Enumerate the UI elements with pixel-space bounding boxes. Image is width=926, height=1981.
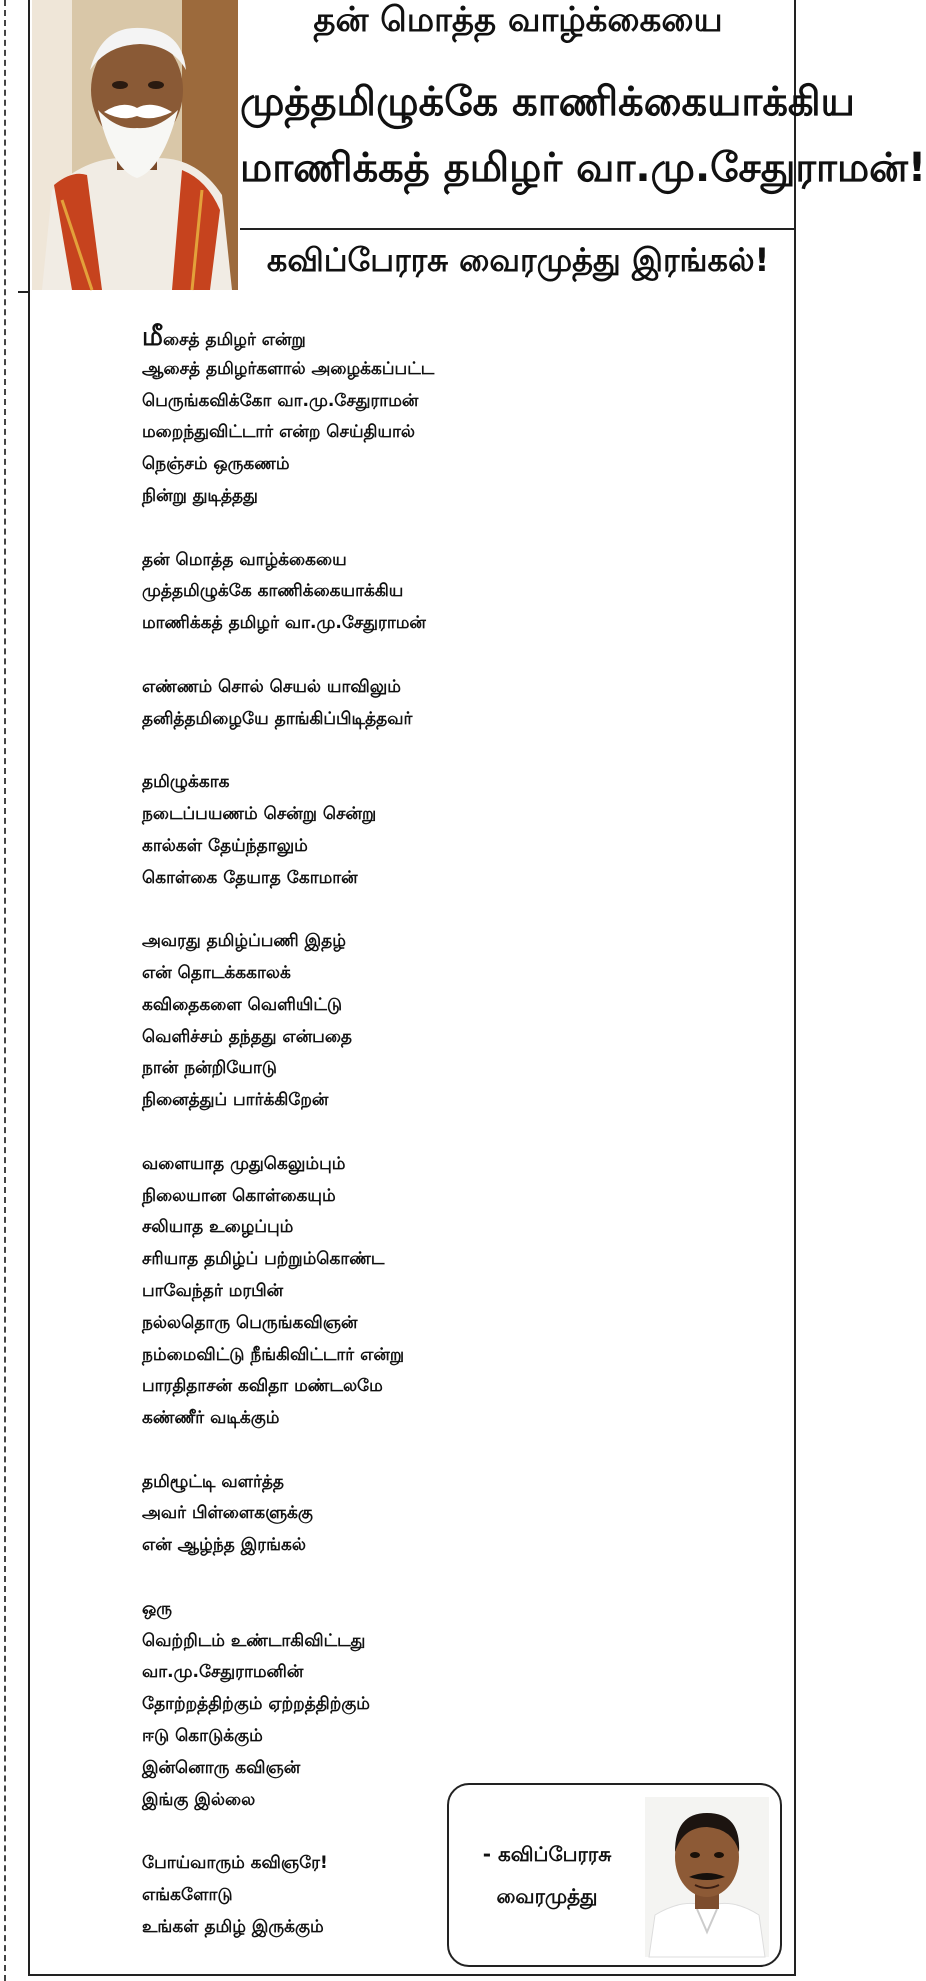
poem-line: பாரதிதாசன் கவிதா மண்டலமே bbox=[142, 1376, 383, 1397]
poem-line: எங்களோடு bbox=[142, 1885, 233, 1906]
poem-line: பெருங்கவிக்கோ வா.மு.சேதுராமன் bbox=[142, 390, 419, 411]
signature-name: வைரமுத்து bbox=[496, 1884, 598, 1908]
poem-line: நல்லதொரு பெருங்கவிஞன் bbox=[142, 1312, 358, 1333]
poem-line: மறைந்துவிட்டார் என்ற செய்தியால் bbox=[142, 422, 416, 443]
headline-line-3: மாணிக்கத் தமிழர் வா.மு.சேதுராமன்! bbox=[240, 145, 926, 191]
signature-box bbox=[447, 1783, 782, 1967]
poem-line: தனித்தமிழையே தாங்கிப்பிடித்தவர் bbox=[142, 708, 413, 729]
poem-dropcap: மீ bbox=[142, 322, 163, 352]
poem-line: நினைத்துப் பார்க்கிறேன் bbox=[142, 1090, 329, 1111]
poem-line: நிலையான கொள்கையும் bbox=[142, 1185, 336, 1206]
poem-line: ஆசைத் தமிழர்களால் அழைக்கப்பட்ட bbox=[142, 358, 435, 379]
headline-line-1: தன் மொத்த வாழ்க்கையை bbox=[313, 0, 723, 40]
signature-title: - கவிப்பேரரசு bbox=[482, 1842, 612, 1866]
poem-line: சலியாத உழைப்பும் bbox=[142, 1217, 294, 1238]
poem-line-text: சைத் தமிழர் என்று bbox=[163, 330, 306, 350]
poem-line: போய்வாரும் கவிஞரே! bbox=[142, 1853, 328, 1874]
poem-line: வெளிச்சம் தந்தது என்பதை bbox=[142, 1026, 352, 1047]
author-photo bbox=[645, 1797, 769, 1957]
poem-line: வளையாத முதுகெலும்பும் bbox=[142, 1153, 346, 1174]
poem-line: இங்கு இல்லை bbox=[142, 1789, 256, 1810]
poem-line: தமிழூட்டி வளர்த்த bbox=[142, 1471, 284, 1492]
poem-line: நெஞ்சம் ஒருகணம் bbox=[142, 454, 290, 475]
poem-line: தன் மொத்த வாழ்க்கையை bbox=[142, 549, 347, 570]
poem-line: தமிழுக்காக bbox=[142, 772, 230, 793]
stanza-gap bbox=[142, 513, 722, 545]
poem-line bbox=[142, 322, 722, 354]
poem-line: நான் நன்றியோடு bbox=[142, 1058, 277, 1079]
stanza-gap bbox=[142, 1117, 722, 1149]
poem-line: முத்தமிழுக்கே காணிக்கையாக்கிய bbox=[142, 581, 404, 602]
poem-line: நடைப்பயணம் சென்று சென்று bbox=[142, 803, 377, 824]
deceased-poet-photo bbox=[32, 0, 238, 290]
poem-line: ஒரு bbox=[142, 1598, 172, 1619]
poem-line: அவரது தமிழ்ப்பணி இதழ் bbox=[142, 931, 346, 952]
poem-line: தோற்றத்திற்கும் ஏற்றத்திற்கும் bbox=[142, 1694, 370, 1715]
poem-line: கண்ணீர் வடிக்கும் bbox=[142, 1408, 280, 1429]
poem-line: எண்ணம் சொல் செயல் யாவிலும் bbox=[142, 676, 401, 697]
poem-line: ஈடு கொடுக்கும் bbox=[142, 1726, 263, 1747]
poem-line: வா.மு.சேதுராமனின் bbox=[142, 1662, 304, 1683]
poem-line: நம்மைவிட்டு நீங்கிவிட்டார் என்று bbox=[142, 1344, 405, 1365]
stanza-gap bbox=[142, 1562, 722, 1594]
stanza-gap bbox=[142, 894, 722, 926]
signature-text bbox=[457, 1833, 637, 1917]
poem-line: நின்று துடித்தது bbox=[142, 485, 258, 506]
condolence-poem bbox=[142, 322, 722, 1944]
margin-tick bbox=[18, 291, 28, 293]
stanza-gap bbox=[142, 640, 722, 672]
poem-line: கவிதைகளை வெளியிட்டு bbox=[142, 994, 343, 1015]
poem-line: கொள்கை தேயாத கோமான் bbox=[142, 867, 358, 888]
poem-line: கால்கள் தேய்ந்தாலும் bbox=[142, 835, 308, 856]
poem-line: இன்னொரு கவிஞன் bbox=[142, 1757, 301, 1778]
poem-line: சரியாத தமிழ்ப் பற்றும்கொண்ட bbox=[142, 1249, 385, 1270]
poem-line: பாவேந்தர் மரபின் bbox=[142, 1280, 284, 1301]
headline-divider bbox=[240, 228, 796, 230]
stanza-gap bbox=[142, 735, 722, 767]
headline-line-2: முத்தமிழுக்கே காணிக்கையாக்கிய bbox=[240, 79, 855, 125]
page-cut-border bbox=[4, 0, 6, 1981]
poem-line: என் ஆழ்ந்த இரங்கல் bbox=[142, 1535, 306, 1556]
poem-line: அவர் பிள்ளைகளுக்கு bbox=[142, 1503, 313, 1524]
poem-line: மாணிக்கத் தமிழர் வா.மு.சேதுராமன் bbox=[142, 613, 426, 634]
stanza-gap bbox=[142, 1435, 722, 1467]
poem-line: வெற்றிடம் உண்டாகிவிட்டது bbox=[142, 1630, 366, 1651]
poem-line: என் தொடக்ககாலக் bbox=[142, 962, 291, 983]
poem-line: உங்கள் தமிழ் இருக்கும் bbox=[142, 1916, 324, 1937]
subheadline: கவிப்பேரரசு வைரமுத்து இரங்கல்! bbox=[266, 241, 770, 279]
